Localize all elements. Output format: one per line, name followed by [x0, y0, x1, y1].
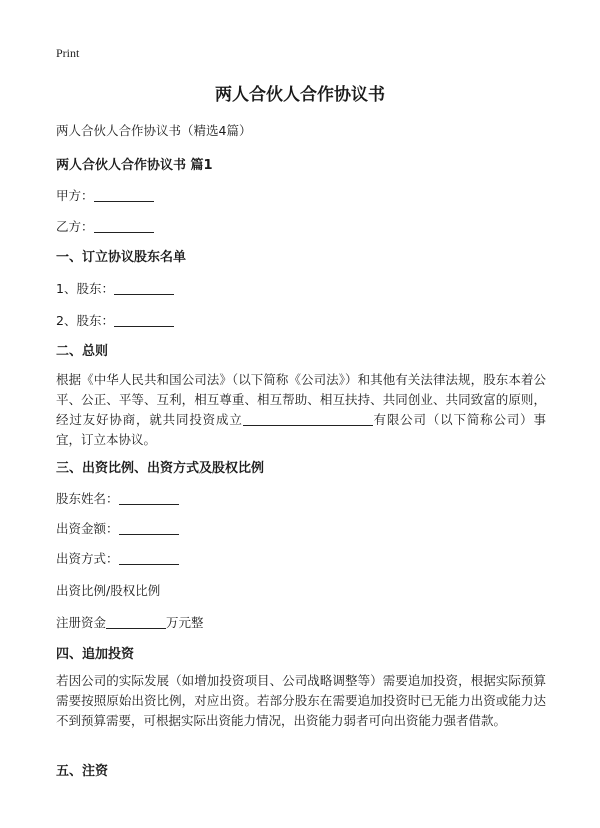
- section-3-heading: 三、出资比例、出资方式及股权比例: [56, 461, 265, 476]
- party-a-blank: [94, 189, 154, 202]
- registered-capital-line: [56, 613, 204, 631]
- section-4-heading: 四、追加投资: [56, 647, 135, 662]
- general-text-part2: 有限公司（以下简称公司）事宜，订立本协议。: [56, 412, 546, 447]
- section-title: 两人合伙人合作协议书 篇1: [56, 158, 213, 173]
- general-text-part1: 根据《中华人民共和国公司法》（以下简称《公司法》）和其他有关法律法规，股东本着公平、公正、平等、互利，相互尊重、相互帮助、相互扶持、共同创业、共同致富的原则，经过友好协商，就共同投资成立: [56, 372, 546, 427]
- contribution-amount-label: 出资金额：: [56, 521, 119, 536]
- company-name-blank: [243, 413, 373, 426]
- section-1-heading: 一、订立协议股东名单: [56, 250, 187, 265]
- shareholder-2-blank: [114, 314, 174, 327]
- section-5-heading: 五、注资: [56, 764, 109, 779]
- shareholder-1-line: [56, 279, 174, 297]
- contribution-method-blank: [119, 552, 179, 565]
- party-a-label: 甲方：: [56, 188, 94, 203]
- shareholder-name-line: [56, 489, 179, 507]
- document-subtitle: 两人合伙人合作协议书（精选4篇）: [56, 123, 252, 138]
- print-link[interactable]: Print: [56, 46, 80, 60]
- section-2-heading: 二、总则: [56, 344, 109, 359]
- section-2-paragraph: [56, 370, 546, 450]
- contribution-amount-line: [56, 519, 179, 537]
- contribution-amount-blank: [119, 522, 179, 535]
- shareholder-2-label: 2、股东：: [56, 313, 114, 328]
- party-b-line: [56, 217, 154, 235]
- registered-capital-suffix: 万元整: [166, 615, 204, 630]
- contribution-method-label: 出资方式：: [56, 551, 119, 566]
- section-4-paragraph: 若因公司的实际发展（如增加投资项目、公司战略调整等）需要追加投资，根据实际预算需要按照原始出资比例，对应出资。若部分股东在需要追加投资时已无能力出资或能力达不到预算需要，可根据实际出资能力情况，出资能力弱者可向出资能力强者借款。: [56, 673, 546, 728]
- equity-ratio-label: 出资比例/股权比例: [56, 583, 161, 598]
- party-b-blank: [94, 220, 154, 233]
- party-b-label: 乙方：: [56, 219, 94, 234]
- document-title: 两人合伙人合作协议书: [215, 85, 385, 105]
- registered-capital-blank: [106, 616, 166, 629]
- shareholder-name-label: 股东姓名：: [56, 491, 119, 506]
- shareholder-1-label: 1、股东：: [56, 281, 114, 296]
- party-a-line: [56, 186, 154, 204]
- shareholder-1-blank: [114, 282, 174, 295]
- shareholder-name-blank: [119, 492, 179, 505]
- registered-capital-prefix: 注册资金: [56, 615, 107, 630]
- shareholder-2-line: [56, 311, 174, 329]
- contribution-method-line: [56, 549, 179, 567]
